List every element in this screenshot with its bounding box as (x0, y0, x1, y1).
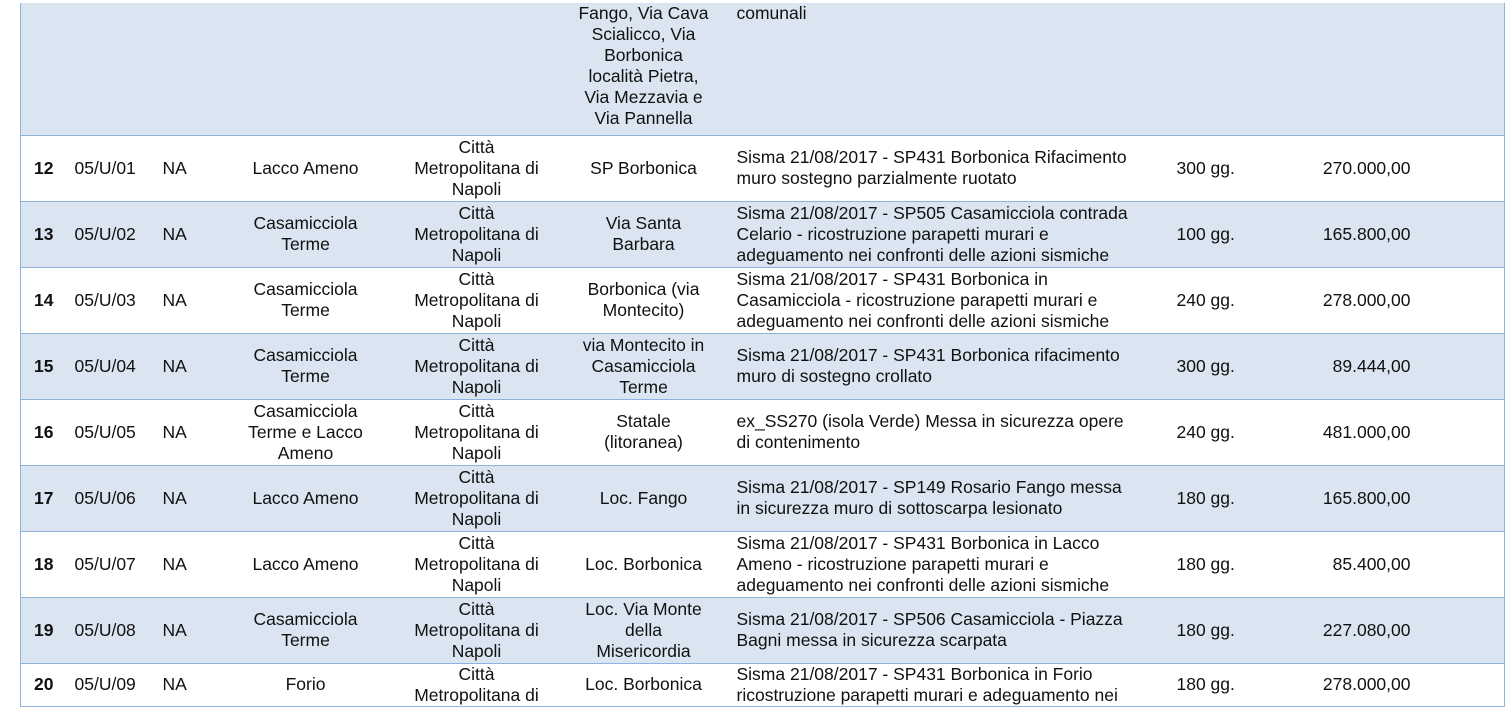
description-line: Sisma 21/08/2017 - SP431 Borbonica in Lacco (736, 532, 1100, 553)
cell-comune (217, 3, 395, 135)
row-location (559, 399, 729, 465)
ente-line: Napoli (451, 640, 502, 661)
ente-line: Napoli (451, 376, 502, 397)
row-extra (1421, 201, 1505, 267)
row-province: NA (155, 201, 217, 267)
ente-line: Metropolitana di (414, 157, 539, 178)
table-row (21, 267, 1505, 333)
description-line: Ameno - ricostruzione parapetti murari e (736, 553, 1049, 574)
row-province: NA (155, 267, 217, 333)
description-line: Sisma 21/08/2017 - SP149 Rosario Fango messa (736, 477, 1122, 497)
row-extra (1421, 333, 1505, 399)
location-line: Borbonica (604, 45, 683, 65)
ente-line: Metropolitana di (414, 553, 539, 574)
row-comune (217, 663, 395, 706)
row-description (729, 531, 1171, 597)
location-line: Via Mezzavia e (584, 87, 703, 107)
description-line: Sisma 21/08/2017 - SP431 Borbonica in Forio (736, 663, 1093, 684)
row-code: 05/U/07 (67, 531, 155, 597)
row-amount: 227.080,00 (1271, 597, 1421, 663)
row-code: 05/U/04 (67, 333, 155, 399)
table-row (21, 333, 1505, 399)
comune-line: Casamicciola (253, 400, 358, 421)
location-line: Montecito) (602, 300, 685, 320)
location-line: Statale (616, 411, 671, 431)
row-amount: 165.800,00 (1271, 465, 1421, 531)
row-amount: 89.444,00 (1271, 333, 1421, 399)
row-duration: 300 gg. (1171, 333, 1271, 399)
location-line: Loc. Via Monte (585, 598, 702, 619)
comune-line: Terme (281, 630, 330, 650)
row-code: 05/U/05 (67, 399, 155, 465)
location-line: della (625, 619, 662, 640)
row-amount: 278.000,00 (1271, 267, 1421, 333)
description-line: Celario - ricostruzione parapetti murari e (736, 223, 1049, 244)
row-duration: 180 gg. (1171, 597, 1271, 663)
row-duration: 240 gg. (1171, 399, 1271, 465)
description-line: in sicurezza muro di sottoscarpa lesionato (736, 498, 1063, 518)
row-location (559, 465, 729, 531)
table-row (21, 399, 1505, 465)
description-line: Sisma 21/08/2017 - SP431 Borbonica Rifacimento (736, 147, 1127, 167)
cell-extra (1421, 3, 1505, 135)
comune-line: Casamicciola (253, 213, 358, 233)
row-code: 05/U/03 (67, 267, 155, 333)
location-line: Borbonica (via (587, 279, 700, 299)
table-row-partial (21, 3, 1505, 135)
row-amount: 85.400,00 (1271, 531, 1421, 597)
location-line: Terme (619, 376, 668, 397)
description-line: muro sostegno parzialmente ruotato (736, 168, 1017, 188)
ente-line: Metropolitana di (414, 684, 539, 705)
row-number: 20 (21, 663, 67, 706)
ente-line: Napoli (451, 442, 502, 463)
comune-line: Lacco Ameno (252, 553, 359, 574)
row-number: 12 (21, 135, 67, 201)
row-description (729, 663, 1171, 706)
ente-line: Metropolitana di (414, 487, 539, 508)
description-line: Bagni messa in sicurezza scarpata (736, 630, 1007, 650)
comune-line: Terme (281, 234, 330, 254)
description-line: Sisma 21/08/2017 - SP431 Borbonica in (736, 268, 1048, 289)
interventions-table (20, 3, 1505, 707)
row-ente (395, 201, 559, 267)
cell-duration (1171, 3, 1271, 135)
row-location (559, 201, 729, 267)
row-duration: 180 gg. (1171, 465, 1271, 531)
row-location (559, 135, 729, 201)
row-number: 13 (21, 201, 67, 267)
location-line: località Pietra, (588, 66, 699, 86)
row-location (559, 267, 729, 333)
ente-line: Città (458, 202, 495, 223)
row-comune (217, 135, 395, 201)
comune-line: Terme (281, 366, 330, 386)
row-number: 18 (21, 531, 67, 597)
ente-line: Città (458, 268, 495, 289)
comune-line: Terme e Lacco (248, 421, 363, 442)
row-code: 05/U/08 (67, 597, 155, 663)
location-line: Fango, Via Cava (578, 3, 709, 23)
description-line: adeguamento nei confronti delle azioni sismiche (736, 310, 1110, 331)
row-location (559, 333, 729, 399)
row-province: NA (155, 333, 217, 399)
row-location (559, 663, 729, 706)
table-row (21, 597, 1505, 663)
cell-ente (395, 3, 559, 135)
row-description (729, 135, 1171, 201)
row-extra (1421, 267, 1505, 333)
row-comune (217, 597, 395, 663)
description-line: comunali (736, 3, 807, 23)
row-number: 15 (21, 333, 67, 399)
row-ente (395, 135, 559, 201)
row-ente (395, 663, 559, 706)
cell-location (559, 3, 729, 135)
cell-num (21, 3, 67, 135)
cell-code (67, 3, 155, 135)
location-line: Misericordia (596, 640, 691, 661)
ente-line: Metropolitana di (414, 289, 539, 310)
ente-line: Città (458, 532, 495, 553)
comune-line: Casamicciola (253, 279, 358, 299)
location-line: Loc. Fango (599, 487, 688, 508)
location-line: Via Santa (605, 213, 682, 233)
ente-line: Metropolitana di (414, 355, 539, 376)
table-row (21, 465, 1505, 531)
cell-prov (155, 3, 217, 135)
table-body (21, 3, 1505, 706)
cell-amount (1271, 3, 1421, 135)
ente-line: Napoli (451, 574, 502, 595)
row-ente (395, 465, 559, 531)
comune-line: Forio (285, 674, 326, 694)
row-extra (1421, 399, 1505, 465)
row-province: NA (155, 597, 217, 663)
location-line: Loc. Borbonica (585, 553, 702, 574)
row-extra (1421, 531, 1505, 597)
row-code: 05/U/06 (67, 465, 155, 531)
row-comune (217, 201, 395, 267)
ente-line: Napoli (451, 244, 502, 265)
description-line: Sisma 21/08/2017 - SP431 Borbonica rifacimento (736, 345, 1120, 365)
row-description (729, 597, 1171, 663)
comune-line: Terme (281, 300, 330, 320)
description-line: Sisma 21/08/2017 - SP505 Casamicciola contrada (736, 202, 1128, 223)
row-description (729, 267, 1171, 333)
row-ente (395, 267, 559, 333)
description-line: ricostruzione parapetti murari e adeguamento nei (736, 684, 1118, 705)
location-line: Via Pannella (594, 108, 693, 128)
row-amount: 270.000,00 (1271, 135, 1421, 201)
row-code: 05/U/09 (67, 663, 155, 706)
location-line: Scialicco, Via (591, 24, 696, 44)
comune-line: Lacco Ameno (252, 487, 359, 508)
ente-line: Città (458, 466, 495, 487)
ente-line: Metropolitana di (414, 223, 539, 244)
location-line: Barbara (612, 234, 675, 254)
row-number: 17 (21, 465, 67, 531)
row-code: 05/U/01 (67, 135, 155, 201)
ente-line: Città (458, 598, 495, 619)
description-line: Casamicciola - ricostruzione parapetti murari e (736, 289, 1098, 310)
table-row (21, 663, 1505, 706)
row-extra (1421, 465, 1505, 531)
ente-line: Città (458, 334, 495, 355)
comune-line: Casamicciola (253, 609, 358, 629)
comune-line: Lacco Ameno (252, 157, 359, 178)
row-extra (1421, 663, 1505, 706)
row-comune (217, 465, 395, 531)
location-line: Casamicciola (591, 355, 696, 376)
row-amount: 481.000,00 (1271, 399, 1421, 465)
row-duration: 300 gg. (1171, 135, 1271, 201)
row-duration: 100 gg. (1171, 201, 1271, 267)
row-ente (395, 399, 559, 465)
row-province: NA (155, 531, 217, 597)
location-line: (litoranea) (604, 432, 683, 452)
row-number: 16 (21, 399, 67, 465)
location-line: SP Borbonica (590, 157, 697, 178)
table-row (21, 201, 1505, 267)
row-amount: 278.000,00 (1271, 663, 1421, 706)
ente-line: Città (458, 136, 495, 157)
row-description (729, 333, 1171, 399)
description-line: muro di sostegno crollato (736, 366, 933, 386)
row-province: NA (155, 399, 217, 465)
row-duration: 180 gg. (1171, 531, 1271, 597)
description-line: adeguamento nei confronti delle azioni sismiche (736, 244, 1110, 265)
description-line: ex_SS270 (isola Verde) Messa in sicurezza opere (736, 411, 1124, 431)
row-extra (1421, 597, 1505, 663)
row-comune (217, 333, 395, 399)
row-ente (395, 333, 559, 399)
row-number: 14 (21, 267, 67, 333)
row-amount: 165.800,00 (1271, 201, 1421, 267)
ente-line: Metropolitana di (414, 421, 539, 442)
row-description (729, 399, 1171, 465)
ente-line: Città (458, 400, 495, 421)
row-province: NA (155, 663, 217, 706)
row-duration: 180 gg. (1171, 663, 1271, 706)
row-comune (217, 399, 395, 465)
table-row (21, 135, 1505, 201)
row-province: NA (155, 135, 217, 201)
row-description (729, 465, 1171, 531)
row-number: 19 (21, 597, 67, 663)
ente-line: Napoli (451, 178, 502, 199)
description-line: Sisma 21/08/2017 - SP506 Casamicciola - Piazza (736, 609, 1123, 629)
row-code: 05/U/02 (67, 201, 155, 267)
row-location (559, 531, 729, 597)
row-location (559, 597, 729, 663)
row-province: NA (155, 465, 217, 531)
ente-line: Napoli (451, 310, 502, 331)
ente-line: Città (458, 663, 495, 684)
description-line: di contenimento (736, 432, 861, 452)
row-comune (217, 531, 395, 597)
ente-line: Napoli (451, 508, 502, 529)
row-ente (395, 597, 559, 663)
ente-line: Metropolitana di (414, 619, 539, 640)
row-comune (217, 267, 395, 333)
description-line: adeguamento nei confronti delle azioni sismiche (736, 574, 1110, 595)
table-row (21, 531, 1505, 597)
row-ente (395, 531, 559, 597)
row-description (729, 201, 1171, 267)
comune-line: Ameno (277, 442, 334, 463)
row-extra (1421, 135, 1505, 201)
location-line: Loc. Borbonica (585, 674, 702, 694)
cell-description (729, 3, 1171, 135)
row-duration: 240 gg. (1171, 267, 1271, 333)
location-line: via Montecito in (582, 334, 705, 355)
comune-line: Casamicciola (253, 345, 358, 365)
